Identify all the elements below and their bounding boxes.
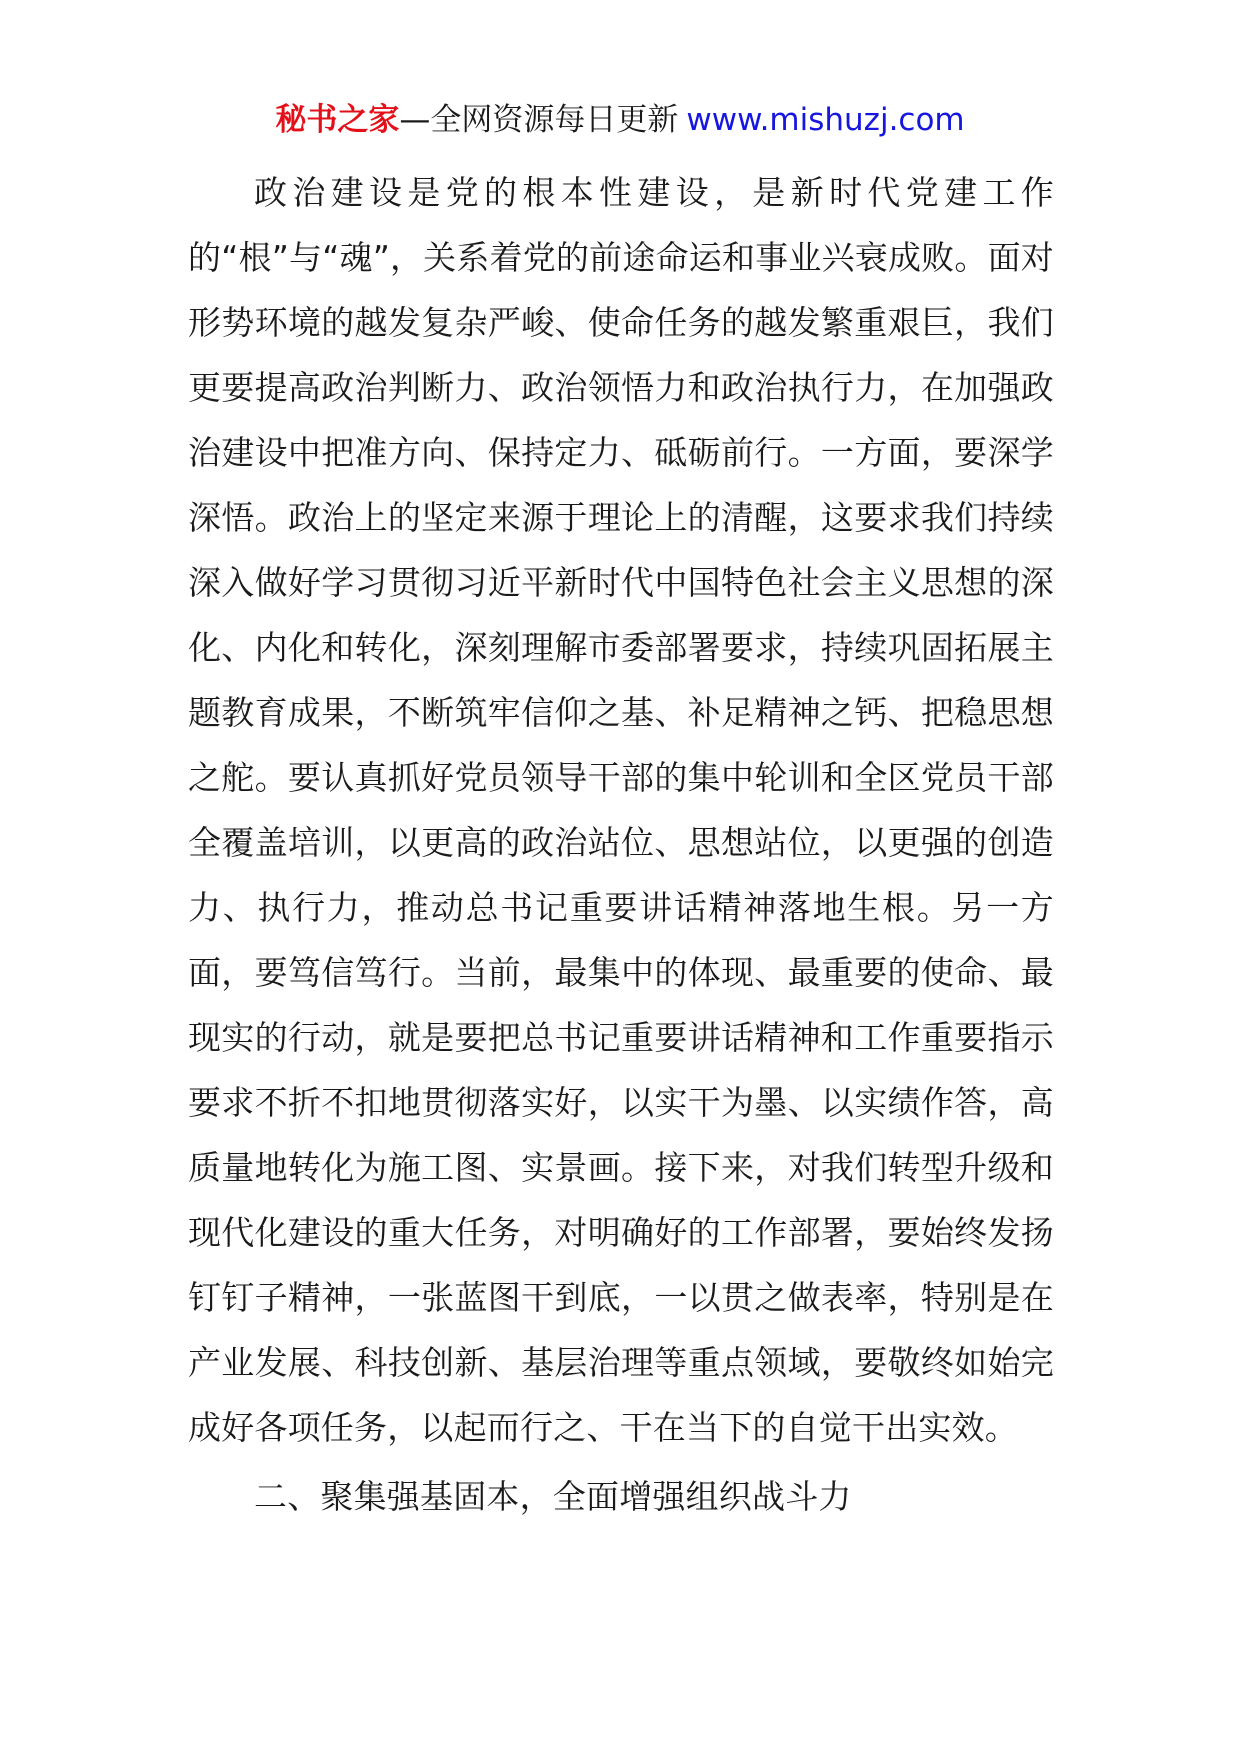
website-link[interactable]: www.mishuzj.com xyxy=(686,102,965,138)
page-header xyxy=(0,98,1240,142)
section-heading: 二、聚集强基固本，全面增强组织战斗力 xyxy=(254,1477,852,1516)
document-body xyxy=(188,160,1054,1529)
body-paragraph: 政治建设是党的根本性建设，是新时代党建工作的“根”与“魂”，关系着党的前途命运和事业兴衰成败。面对形势环境的越发复杂严峻、使命任务的越发繁重艰巨，我们更要提高政治判断力、政治领悟力和政治执行力，在加强政治建设中把准方向、保持定力、砥砺前行。一方面，要深学深悟。政治上的坚定来源于理论上的清醒，这要求我们持续深入做好学习贯彻习近平新时代中国特色社会主义思想的深化、内化和转化，深刻理解市委部署要求，持续巩固拓展主题教育成果，不断筑牢信仰之基、补足精神之钙、把稳思想之舵。要认真抓好党员领导干部的集中轮训和全区党员干部全覆盖培训，以更高的政治站位、思想站位，以更强的创造力、执行力，推动总书记重要讲话精神落地生根。另一方面，要笃信笃行。当前，最集中的体现、最重要的使命、最现实的行动，就是要把总书记重要讲话精神和工作重要指示要求不折不扣地贯彻落实好，以实干为墨、以实绩作答，高质量地转化为施工图、实景画。接下来，对我们转型升级和现代化建设的重大任务，对明确好的工作部署，要始终发扬钉钉子精神，一张蓝图干到底，一以贯之做表率，特别是在产业发展、科技创新、基层治理等重点领域，要敬终如始完成好各项任务，以起而行之、干在当下的自觉干出实效。 xyxy=(188,173,1054,1447)
brand-name: 秘书之家 xyxy=(275,102,400,138)
header-tagline: —全网资源每日更新 xyxy=(399,102,679,138)
